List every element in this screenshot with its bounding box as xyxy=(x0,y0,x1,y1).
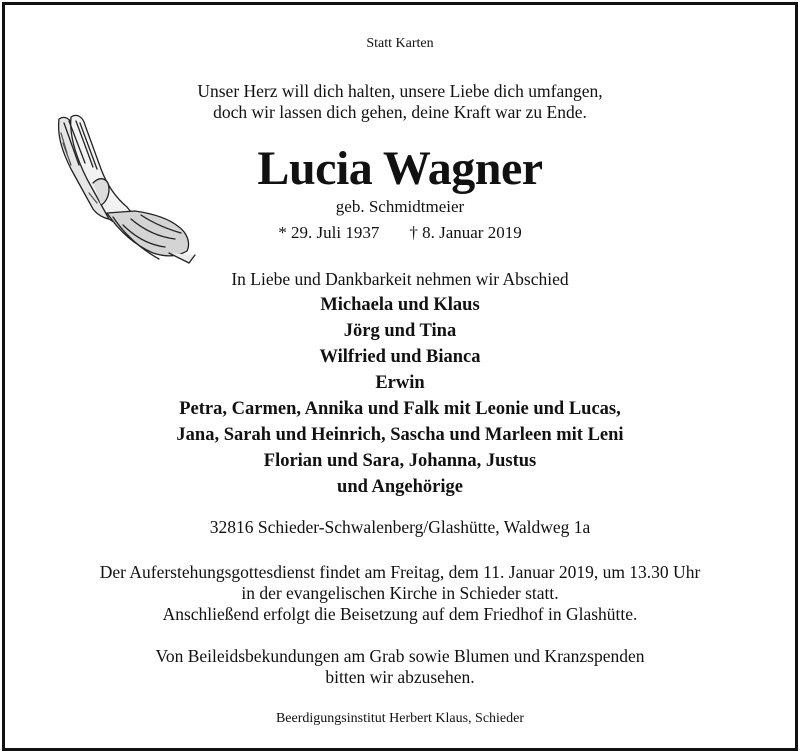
mourner-line: Jana, Sarah und Heinrich, Sascha und Marleen mit Leni xyxy=(176,425,624,445)
verse-line-2: doch wir lassen dich gehen, deine Kraft war zu Ende. xyxy=(213,102,587,122)
mourner-line: Florian und Sara, Johanna, Justus xyxy=(263,451,537,471)
mourner-line: Michaela und Klaus xyxy=(320,295,480,315)
mourner-line: Erwin xyxy=(375,373,425,393)
obituary-frame xyxy=(2,2,798,751)
statt-karten-text: Statt Karten xyxy=(366,36,434,51)
service-line-2: in der evangelischen Kirche in Schieder statt. xyxy=(241,583,559,603)
address-text: 32816 Schieder-Schwalenberg/Glashütte, Waldweg 1a xyxy=(209,517,591,537)
mourner-line: Jörg und Tina xyxy=(343,321,457,341)
birth-name: geb. Schmidtmeier xyxy=(335,197,465,216)
undertaker-text: Beerdigungsinstitut Herbert Klaus, Schieder xyxy=(275,711,525,726)
condolence-line-2: bitten wir abzusehen. xyxy=(325,667,475,687)
farewell-text: In Liebe und Dankbarkeit nehmen wir Abschied xyxy=(231,269,569,289)
mourner-line: und Angehörige xyxy=(337,477,463,497)
service-line-3: Anschließend erfolgt die Beisetzung auf dem Friedhof in Glashütte. xyxy=(162,604,638,624)
life-dates xyxy=(5,223,795,243)
mourner-line: Petra, Carmen, Annika und Falk mit Leonie und Lucas, xyxy=(179,399,621,419)
service-line-1: Der Auferstehungsgottesdienst findet am Freitag, dem 11. Januar 2019, um 13.30 Uhr xyxy=(99,562,701,582)
death-date: † 8. Januar 2019 xyxy=(409,223,522,242)
birth-date: * 29. Juli 1937 xyxy=(278,223,380,242)
deceased-name: Lucia Wagner xyxy=(257,142,543,195)
verse-line-1: Unser Herz will dich halten, unsere Liebe dich umfangen, xyxy=(197,81,603,101)
mourner-line: Wilfried und Bianca xyxy=(319,347,481,367)
condolence-line-1: Von Beileidsbekundungen am Grab sowie Blumen und Kranzspenden xyxy=(155,646,645,666)
